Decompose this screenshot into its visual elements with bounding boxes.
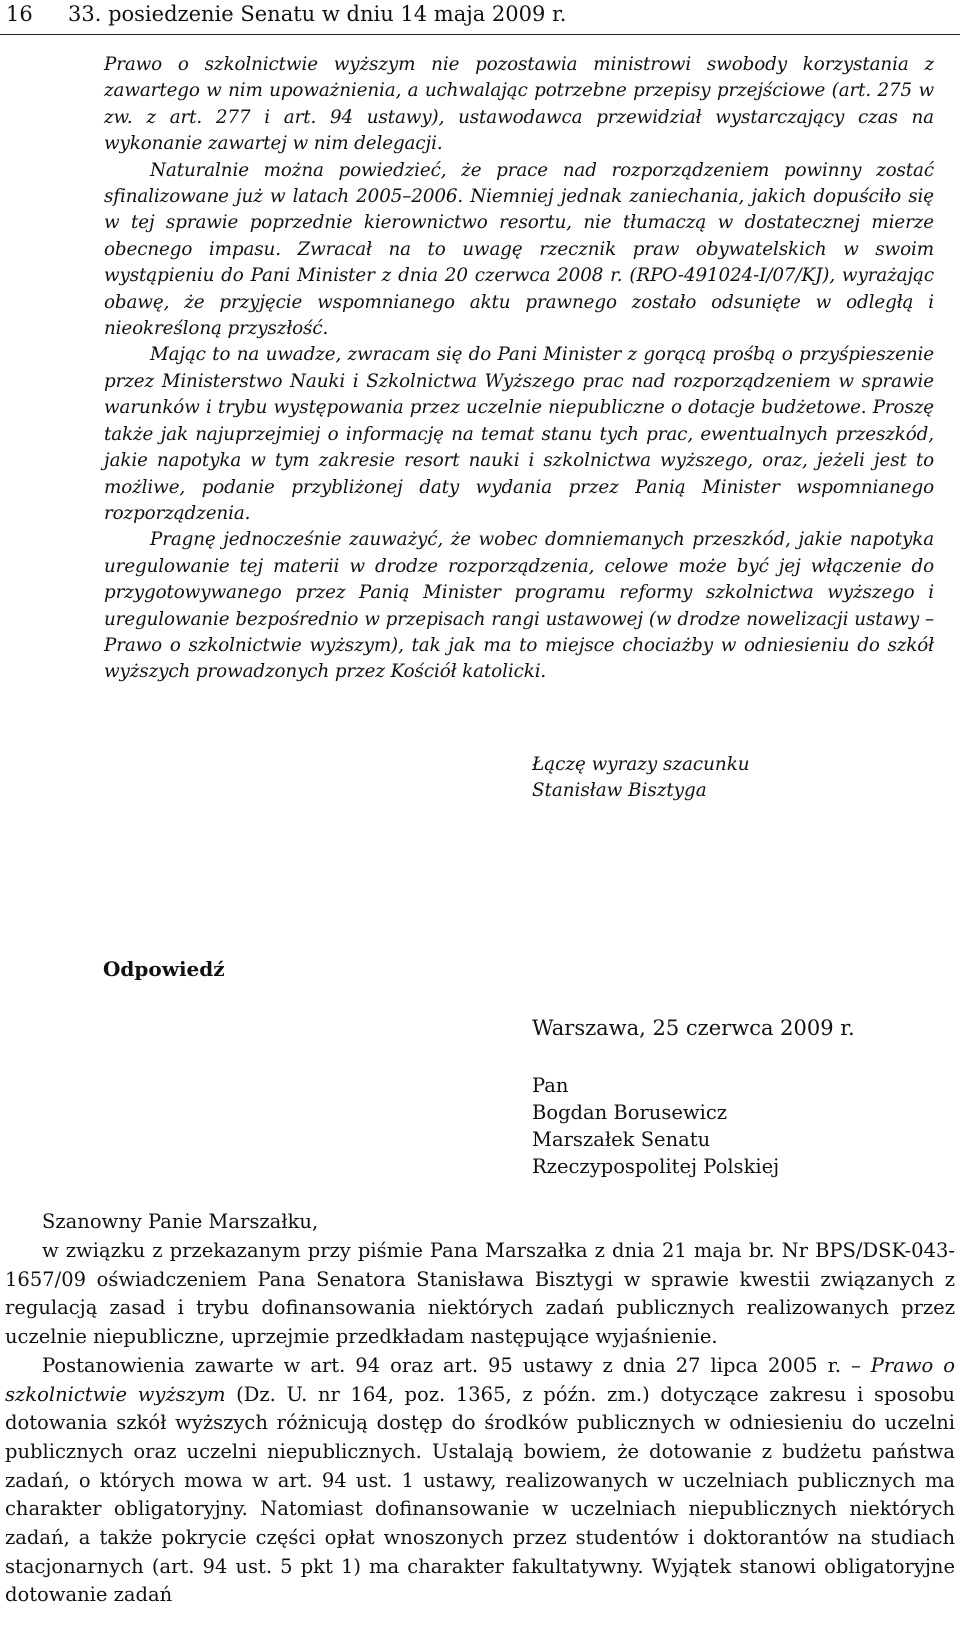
statement-paragraph: Naturalnie można powiedzieć, że prace nad rozporządzeniem powinny zostać sfinalizowane już w latach 2005–2006. Niemniej jednak zaniechania, jakich dopuściło się w tej sprawie poprzednie kierownictwo resortu, nie tłumaczą w dostatecznej mierze obecnego impasu. Zwracał na to uwagę rzecznik praw obywatelskich w swoim wystąpieniu do Pani Minister z dnia 20 czerwca 2008 r. (RPO-491024-I/07/KJ), wyrażając obawę, że przyjęcie wspomnianego aktu prawnego zostało odsunięte w odległą i nieokreśloną przyszłość. xyxy=(104,159,934,340)
address-line: Pan xyxy=(532,1074,569,1097)
header-rule xyxy=(0,34,960,35)
response-date: Warszawa, 25 czerwca 2009 r. xyxy=(532,1016,855,1040)
response-body xyxy=(5,1237,955,1610)
statement-paragraph: Prawo o szkolnictwie wyższym nie pozostawia ministrowi swobody korzystania z zawartego w nim upoważnienia, a uchwalając potrzebne przepisy przejściowe (art. 275 w zw. z art. 277 i art. 94 ustawy), ustawodawca przewidział wystarczający czas na wykonanie zawartej w nim delegacji. xyxy=(104,54,934,155)
salutation: Szanowny Panie Marszałku, xyxy=(42,1210,319,1233)
paragraph-text: Postanowienia zawarte w art. 94 oraz art. 95 ustawy z dnia 27 lipca 2005 r. – xyxy=(42,1353,871,1377)
closing-phrase: Łączę wyrazy szacunku xyxy=(532,754,750,775)
address-line: Marszałek Senatu xyxy=(532,1128,711,1151)
statement-paragraph: Pragnę jednocześnie zauważyć, że wobec domniemanych przeszkód, jakie napotyka uregulowanie tej materii w drodze rozporządzenia, celowe może być jej włączenie do przygotowywanego przez Panią Minister programu reformy szkolnictwa wyższego i uregulowanie bezpośrednio w przepisach rangi ustawowej (w drodze nowelizacji ustawy – Prawo o szkolnictwie wyższym), tak jak ma to miejsce chociażby w odniesieniu do szkół wyższych prowadzonych przez Kościół katolicki. xyxy=(104,529,934,683)
senator-statement xyxy=(104,52,934,686)
page-number: 16 xyxy=(6,2,33,26)
address-line: Rzeczypospolitej Polskiej xyxy=(532,1155,780,1178)
response-paragraph: w związku z przekazanym przy piśmie Pana Marszałka z dnia 21 maja br. Nr BPS/DSK-043-1657/09 oświadczeniem Pana Senatora Stanisława Bisztygi w sprawie kwestii związanych z regulacją zasad i trybu dofinansowania niektórych zadań publicznych realizowanych przez uczelnie niepubliczne, uprzejmie przedkładam następujące wyjaśnienie. xyxy=(5,1239,955,1349)
response-paragraph xyxy=(5,1352,955,1610)
address-line: Bogdan Borusewicz xyxy=(532,1101,728,1124)
statement-signature-block xyxy=(532,752,750,805)
statement-paragraph: Mając to na uwadze, zwracam się do Pani Minister z gorącą prośbą o przyśpieszenie przez Ministerstwo Nauki i Szkolnictwa Wyższego prac nad rozporządzeniem w sprawie warunków i trybu występowania przez uczelnie niepubliczne o dotacje budżetowe. Proszę także jak najuprzejmiej o informację na temat stanu tych prac, ewentualnych przeszkód, jakie napotyka w tym zakresie resort nauki i szkolnictwa wyższego, oraz, jeżeli jest to możliwe, podanie przybliżonej daty wydania przez Panią Minister wspomnianego rozporządzenia. xyxy=(104,344,934,524)
paragraph-text: (Dz. U. nr 164, poz. 1365, z późn. zm.) dotyczące zakresu i sposobu dotowania szkół wyższych różnicują dostęp do środków publicznych w odniesieniu do uczelni publicznych oraz uczelni niepublicznych. Ustalają bowiem, że dotowanie z budżetu państwa zadań, o których mowa w art. 94 ust. 1 ustawy, realizowanych w uczelniach publicznych ma charakter obligatoryjny. Natomiast dofinansowanie w uczelniach niepublicznych niektórych zadań, a także pokrycie części opłat wnoszonych przez studentów i doktorantów na studiach stacjonarnych (art. 94 ust. 5 pkt 1) ma charakter fakultatywny. Wyjątek stanowi obligatoryjne dotowanie zadań xyxy=(5,1382,955,1607)
response-heading: Odpowiedź xyxy=(103,957,225,981)
signature-name: Stanisław Bisztyga xyxy=(532,780,707,802)
page-header xyxy=(0,2,960,38)
running-title: 33. posiedzenie Senatu w dniu 14 maja 2009 r. xyxy=(68,2,567,26)
recipient-address xyxy=(532,1072,779,1180)
act-title: Prawo o szkolnictwie wyższym xyxy=(5,1353,955,1406)
